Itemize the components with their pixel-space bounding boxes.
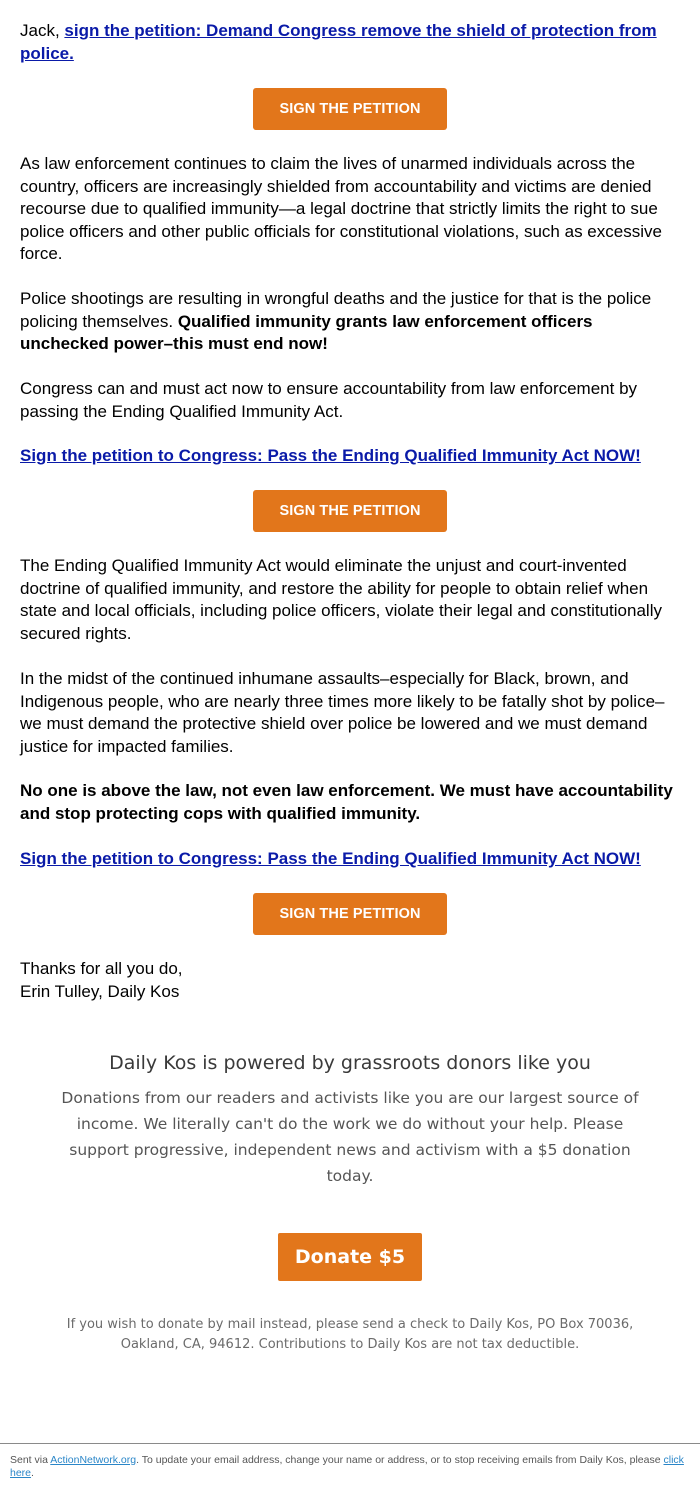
intro-petition-link[interactable]: sign the petition: Demand Congress remove the shield of protection from police. [20,21,657,63]
donate-mail-note: If you wish to donate by mail instead, please send a check to Daily Kos, PO Box 70036, Oakland, CA, 94612. Contributions to Daily Kos are not tax deductible. [66,1317,634,1352]
sign-petition-button-2[interactable]: SIGN THE PETITION [253,490,447,532]
petition-link-2-wrapper [20,445,700,468]
donate-body: Donations from our readers and activists like you are our largest source of income. We literally can't do the work we do without your help. Please support progressive, independent news and activism with a $5 donation today. [61,1089,639,1185]
paragraph-2-emphasis: Qualified immunity grants law enforcement officers unchecked power–this must end now! [20,311,593,353]
paragraph-5: In the midst of the continued inhumane assaults–especially for Black, brown, and Indigenous people, who are nearly three times more likely to be fatally shot by police–we must demand the protective shield over police be lowered and we must demand justice for impacted families. [20,669,665,756]
paragraph-6: No one is above the law, not even law enforcement. We must have accountability and stop protecting cops with qualified immunity. [20,781,673,823]
donate-section [0,1045,700,1355]
paragraph-4: The Ending Qualified Immunity Act would eliminate the unjust and court-invented doctrine of qualified immunity, and restore the ability for people to obtain relief when state and local officials, including police officers, violate their legal and constitutionally secured rights. [20,556,662,643]
donate-title: Daily Kos is powered by grassroots donors like you [109,1052,591,1074]
petition-link-3[interactable]: Sign the petition to Congress: Pass the Ending Qualified Immunity Act NOW! [20,849,641,868]
paragraph-2 [20,288,685,356]
petition-link-2[interactable]: Sign the petition to Congress: Pass the Ending Qualified Immunity Act NOW! [20,446,641,465]
unsubscribe-link[interactable]: click here [10,1454,684,1479]
signoff-line-1: Thanks for all you do, [20,959,183,978]
cta-wrapper-3 [0,893,700,935]
signoff-line-2: Erin Tulley, Daily Kos [20,981,180,1001]
paragraph-2-text: Police shootings are resulting in wrongful deaths and the justice for that is the police policing themselves. [20,289,652,331]
sign-petition-button-3[interactable]: SIGN THE PETITION [253,893,447,935]
footer-text: . To update your email address, change your name or address, or to stop receiving emails from Daily Kos, please [136,1454,664,1466]
sign-petition-button-1[interactable]: SIGN THE PETITION [253,88,447,130]
actionnetwork-link[interactable]: ActionNetwork.org [50,1454,137,1466]
footer-sent-via: Sent via [10,1454,51,1466]
signoff [20,958,685,1003]
petition-link-3-wrapper [20,848,700,871]
cta-wrapper-1 [0,88,700,130]
footer-end: . [31,1467,34,1479]
cta-wrapper-2 [0,490,700,532]
donate-button[interactable]: Donate $5 [278,1233,422,1281]
email-footer [0,1443,700,1480]
intro-paragraph [20,20,685,65]
paragraph-3: Congress can and must act now to ensure accountability from law enforcement by passing the Ending Qualified Immunity Act. [20,379,638,421]
paragraph-1: As law enforcement continues to claim the lives of unarmed individuals across the country, officers are increasingly shielded from accountability and victims are denied recourse due to qualified immunity—a legal doctrine that strictly limits the right to sue police officers and other public officials for constitutional violations, such as excessive force. [20,154,662,263]
greeting: Jack, [20,21,65,40]
